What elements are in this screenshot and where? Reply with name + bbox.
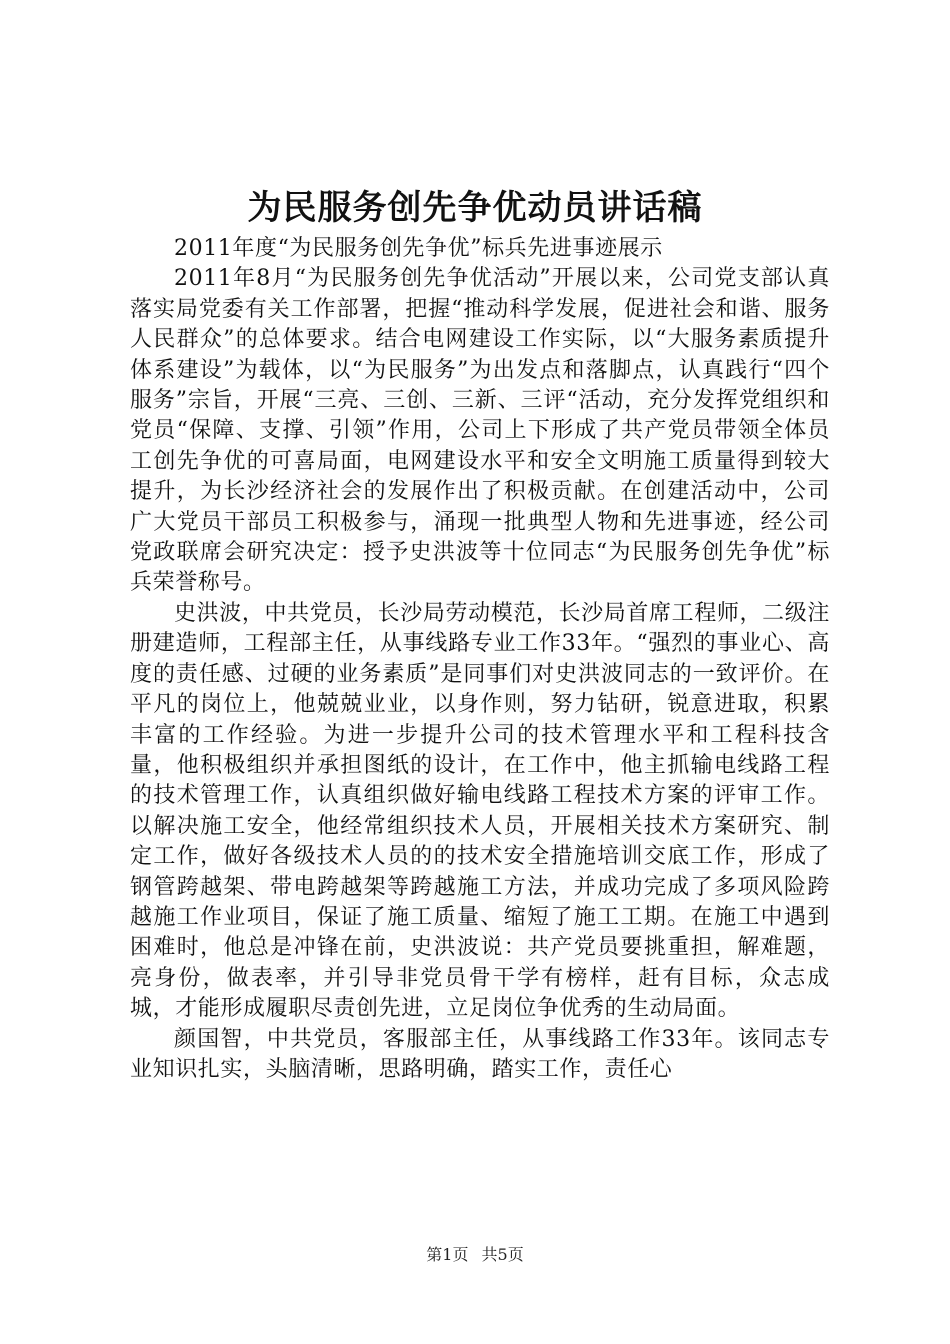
- page-number: 第1页: [426, 1245, 469, 1264]
- paragraph-intro: 2011年8月“为民服务创先争优活动”开展以来，公司党支部认真落实局党委有关工作部署，把握“推动科学发展，促进社会和谐、服务人民群众”的总体要求。结合电网建设工作实际，以“大服务素质提升体系建设”为载体，以“为民服务”为出发点和落脚点，认真践行“四个服务”宗旨，开展“三亮、三创、三新、三评“活动，充分发挥党组织和党员“保障、支撑、引领”作用，公司上下形成了共产党员带领全体员工创先争优的可喜局面，电网建设水平和安全文明施工质量得到较大提升，为长沙经济社会的发展作出了积极贡献。在创建活动中，公司广大党员干部员工积极参与，涌现一批典型人物和先进事迹，经公司党政联席会研究决定：授予史洪波等十位同志“为民服务创先争优”标兵荣誉称号。: [130, 266, 830, 596]
- paragraph-shi-hongbo: 史洪波，中共党员，长沙局劳动模范，长沙局首席工程师，二级注册建造师，工程部主任，从事线路专业工作33年。“强烈的事业心、高度的责任感、过硬的业务素质”是同事们对史洪波同志的一致评价。在平凡的岗位上，他兢兢业业，以身作则，努力钻研，锐意进取，积累丰富的工作经验。为进一步提升公司的技术管理水平和工程科技含量，他积极组织并承担图纸的设计，在工作中，他主抓输电线路工程的技术管理工作，认真组织做好输电线路工程技术方案的评审工作。以解决施工安全，他经常组织技术人员，开展相关技术方案研究、制定工作，做好各级技术人员的的技术安全措施培训交底工作，形成了钢管跨越架、带电跨越架等跨越施工方法，并成功完成了多项风险跨越施工作业项目，保证了施工质量、缩短了施工工期。在施工中遇到困难时，他总是冲锋在前，史洪波说：共产党员要挑重担，解难题，亮身份，做表率，并引导非党员骨干学有榜样，赶有目标，众志成城，才能形成履职尽责创先进，立足岗位争优秀的生动局面。: [130, 600, 830, 1022]
- paragraph-yan-guozhi: 颜国智，中共党员，客服部主任，从事线路工作33年。该同志专业知识扎实，头脑清晰，思路明确，踏实工作，责任心: [130, 1026, 830, 1082]
- document-title: 为民服务创先争优动员讲话稿: [247, 188, 703, 228]
- document-body: [130, 234, 830, 1085]
- paragraph-subtitle: 2011年度“为民服务创先争优”标兵先进事迹展示: [174, 236, 663, 261]
- page-total: 共5页: [481, 1245, 524, 1264]
- page-footer: [0, 1244, 950, 1266]
